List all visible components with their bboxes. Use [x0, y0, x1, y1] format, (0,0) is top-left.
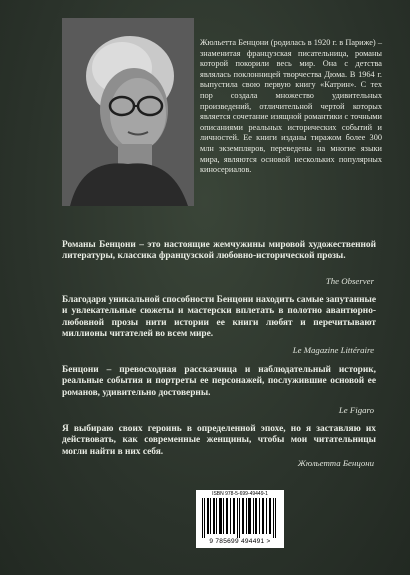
barcode-bars [202, 498, 278, 538]
quote-figaro: Бенцони – превосходная рассказчица и наблюдательный историк, реальные события и портреты ее персонажей, послужившие основой ее романов, удивительно достоверны. [62, 365, 376, 398]
quote-observer: Романы Бенцони – это настоящие жемчужины мировой художественной литературы, классика французской любовно-исторической прозы. [62, 240, 376, 262]
isbn-label: ISBN 978-5-699-49449-1 [212, 491, 268, 497]
quote-author: Я выбираю своих героинь в определенной эпохе, но я заставляю их действовать, как современные женщины, чтобы мои читательницы могли найти в них себя. [62, 424, 376, 457]
author-photo [62, 18, 194, 206]
quote-source-magazine-litteraire: Le Magazine Littéraire [292, 345, 374, 355]
quote-source-observer: The Observer [325, 276, 374, 286]
quote-magazine-litteraire: Благодаря уникальной способности Бенцони находить самые запутанные и увлекательные сюжеты и мастерски вплетать в полотно авантюрно-любовной прозы нити истории ее книги любят и перечитывают миллионы читателей во всем мире. [62, 295, 376, 340]
author-biography: Жюльетта Бенцони (родилась в 1920 г. в Париже) – знаменитая французская писательница, романы которой покорили весь мир. Она с детства являлась поклонницей творчества Дюма. В 1964 г. выпустила свою первую книгу «Катрин». С тех пор создала множество удивительных произведений, отличительной чертой которых является сочетание изящной романтики с точными описаниями реальных исторических событий и личностей. Ее книги изданы тиражом более 300 млн экземпляров, переведены на многие языки мира, являются основой нескольких популярных киносериалов. [200, 38, 382, 175]
quote-source-author: Жюльетта Бенцони [297, 458, 374, 468]
barcode-digits: 9 785699 494491 > [209, 538, 271, 545]
barcode [196, 490, 284, 548]
quote-source-figaro: Le Figaro [338, 405, 374, 415]
